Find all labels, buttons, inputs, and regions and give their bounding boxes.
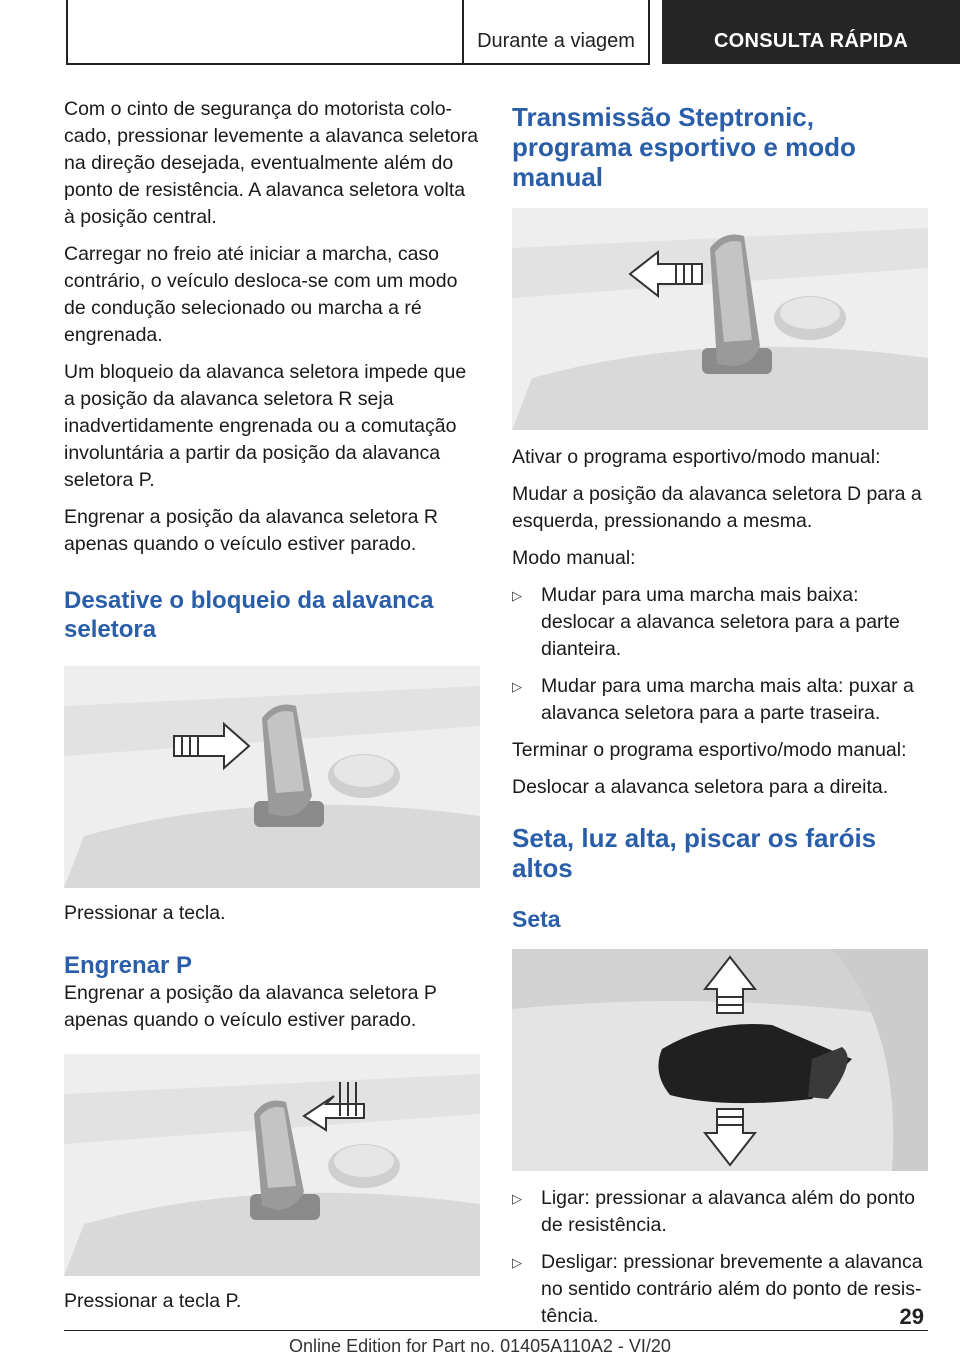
heading-engage-p: Engrenar P <box>64 952 193 979</box>
figure-steptronic-left <box>512 208 928 430</box>
section-tab[interactable] <box>462 0 650 64</box>
list-item: ▷ Ligar: pressionar a alavanca além do ponto de resistência. <box>512 1187 915 1236</box>
heading-steptronic: Transmissão Steptronic, programa esportivo e modo manual <box>512 102 856 192</box>
turn-signal-list <box>512 1185 928 1330</box>
paragraph-engage-p: Engrenar a posição da alavanca seletora P apenas quando o veículo estiver parado. <box>64 982 437 1031</box>
paragraph-seatbelt: Com o cinto de segurança do motorista colocado, pressionar levemente a alavanca seletora na direção desejada, eventualmente além do ponto de resistência. A alavanca seletora volta à posição central. <box>64 98 479 228</box>
paragraph-activate-sport: Ativar o programa esportivo/modo manual: <box>512 446 881 468</box>
section-tab-label: Durante a viagem <box>477 30 635 52</box>
triangle-bullet-icon: ▷ <box>512 588 522 603</box>
footer-rule <box>64 1330 928 1331</box>
heading-unlock-selector: Desative o bloqueio da alavanca seletora <box>64 587 434 643</box>
triangle-bullet-icon: ▷ <box>512 1191 522 1206</box>
heading-lights: Seta, luz alta, piscar os faróis altos <box>512 823 877 883</box>
caption-park: Pressionar a tecla P. <box>64 1290 242 1312</box>
left-column <box>64 96 480 1315</box>
list-item: ▷ Desligar: pressionar brevemente a alavanca no sentido contrário além do ponto de resistência. <box>512 1251 923 1327</box>
right-column <box>512 102 928 1340</box>
triangle-bullet-icon: ▷ <box>512 679 522 694</box>
heading-turn-signal: Seta <box>512 906 561 932</box>
figure-selector-park <box>64 1054 480 1276</box>
page-number: 29 <box>899 1304 924 1329</box>
footer-edition: Online Edition for Part no. 01405A110A2 - VI/20 <box>289 1336 671 1356</box>
caption-unlock: Pressionar a tecla. <box>64 902 226 924</box>
paragraph-end-sport: Terminar o programa esportivo/modo manual: <box>512 739 907 761</box>
paragraph-shift-right: Deslocar a alavanca seletora para a direita. <box>512 776 889 798</box>
paragraph-manual-mode: Modo manual: <box>512 547 636 569</box>
header-rule-left <box>66 0 68 64</box>
paragraph-brake: Carregar no freio até iniciar a marcha, caso contrário, o veículo desloca-se com um modo de condução selecionado ou marcha a ré engrenada. <box>64 243 458 346</box>
paragraph-lock: Um bloqueio da alavanca seletora impede que a posição da alavanca seletora R seja inadvertidamente engrenada ou a comutação involuntária a partir da posição da alavanca seletora P. <box>64 361 467 491</box>
paragraph-shift-left: Mudar a posição da alavanca seletora D para a esquerda, pressionando a mesma. <box>512 483 922 532</box>
figure-selector-unlock <box>64 666 480 888</box>
triangle-bullet-icon: ▷ <box>512 1255 522 1270</box>
paragraph-reverse: Engrenar a posição da alavanca seletora R apenas quando o veículo estiver parado. <box>64 506 438 555</box>
list-item: ▷ Mudar para uma marcha mais alta: puxar a alavanca seletora para a parte traseira. <box>512 675 914 724</box>
chapter-tab-label: CONSULTA RÁPIDA <box>713 30 909 52</box>
list-item: ▷ Mudar para uma marcha mais baixa: deslocar a alavanca seletora para a parte dianteira. <box>512 584 900 660</box>
figure-turn-signal-stalk <box>512 949 928 1171</box>
chapter-tab[interactable] <box>662 0 960 64</box>
manual-mode-list <box>512 582 928 727</box>
